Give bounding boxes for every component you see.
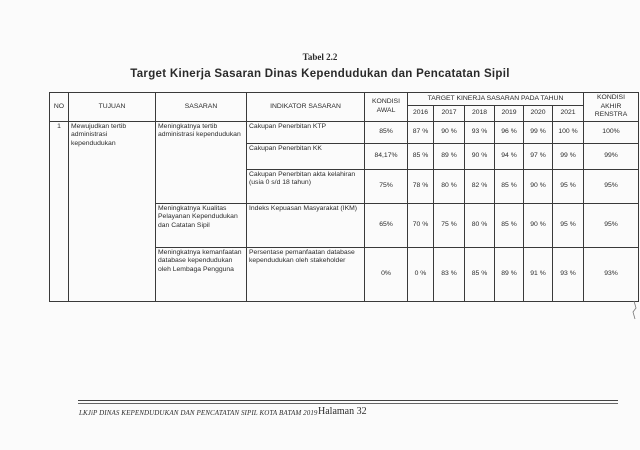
target-cell: 90 % [524,203,553,247]
table-title: Target Kinerja Sasaran Dinas Kependudukan dan Pencatatan Sipil [130,68,510,80]
indikator-cell: Cakupan Penerbitan KK [247,143,365,169]
sasaran-cell [156,169,247,203]
target-cell: 93 % [465,121,495,143]
header-year: 2017 [434,106,465,122]
target-cell: 95 % [553,203,584,247]
target-kinerja-table [49,92,639,302]
sasaran-cell: Meningkatnya kemanfaatan database kependudukan oleh Lembaga Pengguna [156,247,247,301]
indikator-cell: Cakupan Penerbitan KTP [247,121,365,143]
indikator-cell: Cakupan Penerbitan akta kelahiran (usia 0 s/d 18 tahun) [247,169,365,203]
kondisi-awal-cell: 65% [365,203,408,247]
target-cell: 93 % [553,247,584,301]
target-cell: 78 % [408,169,434,203]
target-cell: 82 % [465,169,495,203]
target-cell: 97 % [524,143,553,169]
target-cell: 85 % [495,203,524,247]
header-target-group: TARGET KINERJA SASARAN PADA TAHUN [408,93,584,106]
target-cell: 96 % [495,121,524,143]
kondisi-awal-cell: 75% [365,169,408,203]
target-cell: 90 % [434,121,465,143]
kondisi-awal-cell: 84,17% [365,143,408,169]
kondisi-akhir-cell: 100% [584,121,639,143]
row-no: 1 [50,121,69,301]
kondisi-awal-cell: 0% [365,247,408,301]
sasaran-cell: Meningkatnya Kualitas Pelayanan Kependudukan dan Catatan Sipil [156,203,247,247]
table-row [50,121,639,143]
header-year: 2016 [408,106,434,122]
target-cell: 85 % [465,247,495,301]
target-cell: 90 % [524,169,553,203]
table-number-label: Tabel 2.2 [302,52,338,62]
tujuan-cell: Mewujudkan tertib administrasi kependudukan [69,121,156,301]
header-kondisi-awal: KONDISI AWAL [365,93,408,122]
target-cell: 70 % [408,203,434,247]
sasaran-cell [156,143,247,169]
target-cell: 95 % [553,169,584,203]
footer-page-number: Halaman 32 [318,406,367,417]
target-cell: 0 % [408,247,434,301]
target-cell: 89 % [434,143,465,169]
header-no: NO [50,93,69,122]
sasaran-cell: Meningkatnya tertib administrasi kependudukan [156,121,247,143]
target-cell: 87 % [408,121,434,143]
scan-edge-mark [628,300,638,320]
header-year: 2018 [465,106,495,122]
kondisi-akhir-cell: 95% [584,203,639,247]
target-cell: 94 % [495,143,524,169]
kondisi-awal-cell: 85% [365,121,408,143]
target-cell: 80 % [465,203,495,247]
header-year: 2020 [524,106,553,122]
header-year: 2021 [553,106,584,122]
header-indikator: INDIKATOR SASARAN [247,93,365,122]
target-cell: 83 % [434,247,465,301]
target-cell: 75 % [434,203,465,247]
header-year: 2019 [495,106,524,122]
kondisi-akhir-cell: 99% [584,143,639,169]
target-cell: 85 % [408,143,434,169]
header-tujuan: TUJUAN [69,93,156,122]
target-cell: 99 % [524,121,553,143]
target-cell: 99 % [553,143,584,169]
kondisi-akhir-cell: 93% [584,247,639,301]
footer-document-title: LKJiP DINAS KEPENDUDUKAN DAN PENCATATAN SIPIL KOTA BATAM 2019 [79,409,318,417]
kondisi-akhir-cell: 95% [584,169,639,203]
target-cell: 80 % [434,169,465,203]
target-cell: 85 % [495,169,524,203]
footer-divider [78,400,618,401]
footer-divider-thin [78,403,618,404]
header-sasaran: SASARAN [156,93,247,122]
target-cell: 90 % [465,143,495,169]
target-cell: 89 % [495,247,524,301]
target-cell: 91 % [524,247,553,301]
indikator-cell: Indeks Kepuasan Masyarakat (IKM) [247,203,365,247]
target-cell: 100 % [553,121,584,143]
indikator-cell: Persentase pemanfaatan database kependudukan oleh stakeholder [247,247,365,301]
header-kondisi-akhir: KONDISI AKHIR RENSTRA [584,93,639,122]
